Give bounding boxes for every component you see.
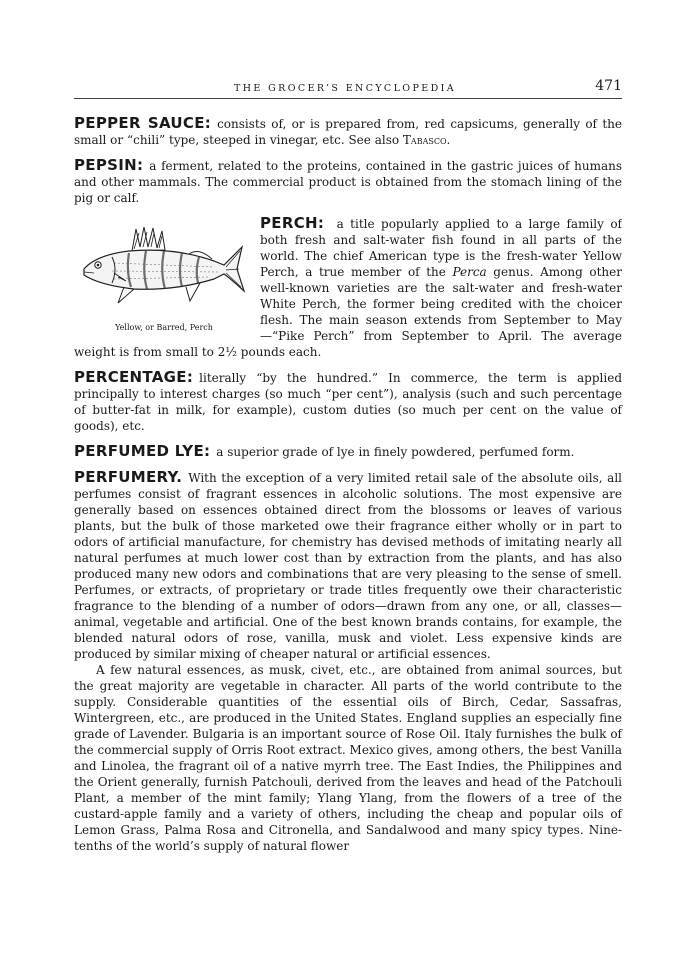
entry-pepper-sauce — [74, 115, 622, 148]
entry-term: PERFUMED LYE: — [74, 442, 211, 460]
entry-pepsin — [74, 157, 622, 206]
entry-term: PERCENTAGE: — [74, 368, 194, 386]
perch-fish-illustration — [74, 217, 254, 317]
entry-perfumery — [74, 469, 622, 854]
entry-term: PEPPER SAUCE: — [74, 114, 212, 132]
entry-term: PEPSIN: — [74, 156, 144, 174]
entry-text: genus. Among other well-known varieties are the salt-water and fresh-water White Perch, the former being credited with the choicer flesh. The main season extends from September to May—“Pike Perch” from September to April. The average weight is from small to 2½ pounds each. — [74, 265, 622, 359]
entry-term: PERFUMERY. — [74, 468, 183, 486]
entry-perch — [74, 215, 622, 360]
cross-reference: Tabasco. — [402, 133, 451, 147]
genus-word: Perca — [452, 265, 487, 279]
entry-text: a superior grade of lye in finely powdered, perfumed form. — [216, 445, 575, 459]
paragraph: A few natural essences, as musk, civet, etc., are obtained from animal sources, but the great majority are vegetable in character. All parts of the world contribute to the supply. Considerable quantities of the essential oils of Birch, Cedar, Sassafras, Wintergreen, etc., are produced in the United States. England supplies an especially fine grade of Lavender. Bulgaria is an important source of Rose Oil. Italy furnishes the bulk of the commercial supply of Orris Root extract. Mexico gives, among others, the best Vanilla and Linolea, the fragrant oil of a native myrrh tree. The East Indies, the Philippines and the Orient generally, furnish Patchouli, derived from the leaves and head of the Patchouli Plant, a member of the mint family; Ylang Ylang, from the flowers of a tree of the custard-apple family and a variety of others, including the cheap and popular oils of Lemon Grass, Palma Rosa and Citronella, and Sandalwood and many spicy types. Nine-tenths of the world’s supply of natural flower — [74, 663, 623, 853]
paragraph — [74, 469, 622, 662]
page — [74, 78, 622, 854]
entry-text: a title popularly applied to a large family of both fresh and salt-water fish found in all parts of the world. The chief American type is the fresh-water Yellow Perch, a true member of the — [260, 217, 622, 279]
figure-caption: Yellow, or Barred, Perch — [115, 323, 213, 332]
entry-text: literally “by the hundred.” In commerce, the term is applied principally to interest charges (so much “per cent”), analysis (such and such percentage of butter-fat in milk, for example), custom duties (so much per cent on the value of goods), etc. — [74, 371, 622, 433]
running-title: THE GROCER’S ENCYCLOPEDIA — [234, 83, 457, 94]
entry-perfumed-lye — [74, 443, 622, 460]
page-number: 471 — [595, 78, 622, 94]
entry-text: With the exception of a very limited retail sale of the absolute oils, all perfumes consist of fragrant essences in alcoholic solutions. The most expensive are generally based on essences obtained direct from the blossoms or leaves of various plants, but the bulk of those marketed owe their fragrance either wholly or in part to odors of artificial manufacture, for chemistry has devised methods of imitating nearly all natural perfumes at much lower cost than by extraction from the plants, and has also produced many new odors and combinations that are very pleasing to the sense of smell. Perfumes, or extracts, of proprietary or trade titles frequently owe their characteristic fragrance to the blending of a number of odors—drawn from any one, or all, classes—animal, vegetable and artificial. One of the best known brands contains, for example, the blended natural odors of rose, vanilla, musk and violet. Less expensive kinds are produced by similar mixing of cheaper natural or artificial essences. — [74, 471, 622, 661]
entry-text: a ferment, related to the proteins, contained in the gastric juices of humans and other mammals. The commercial product is obtained from the stomach lining of the pig or calf. — [74, 159, 622, 205]
entry-text: consists of, or is prepared from, red capsicums, generally of the small or “chili” type, steeped in vinegar, etc. See also — [74, 117, 623, 147]
entry-percentage — [74, 369, 622, 434]
running-header — [74, 78, 622, 99]
perch-figure — [74, 217, 254, 333]
entry-term: PERCH: — [260, 215, 325, 232]
